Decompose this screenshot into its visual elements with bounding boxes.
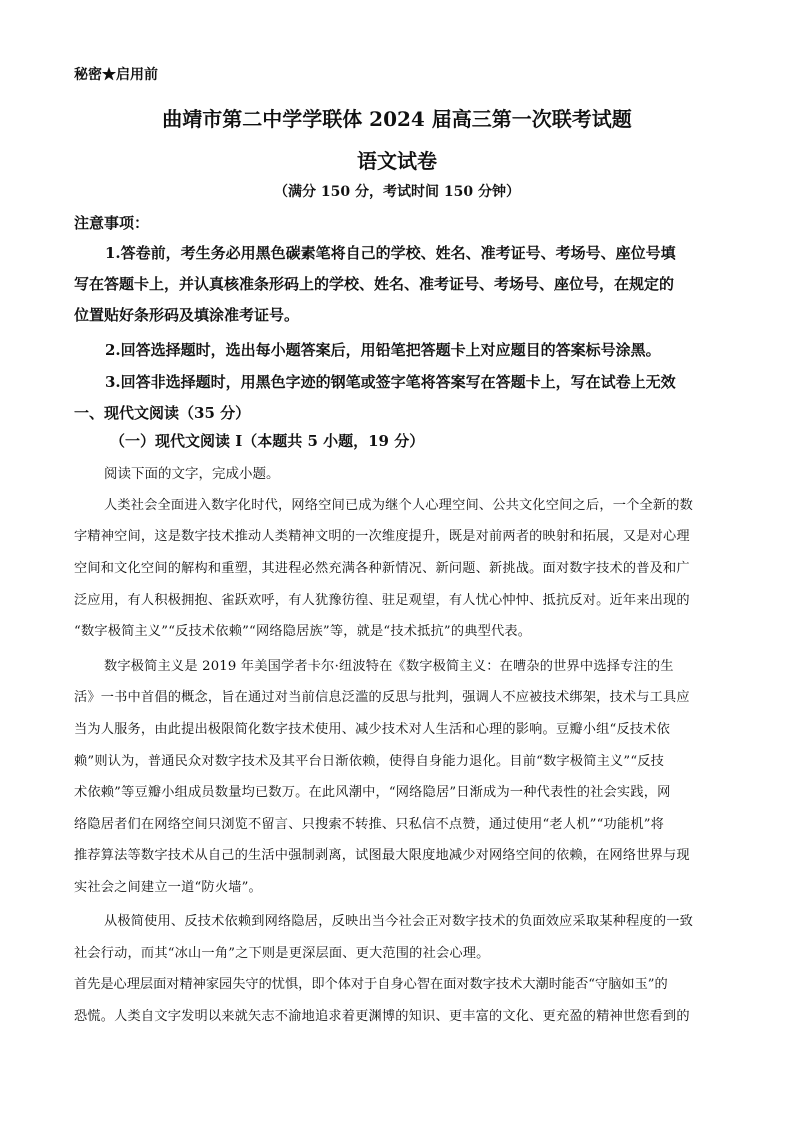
section-subtitle: （一）现代文阅读 I（本题共 5 小题，19 分） [110, 432, 425, 450]
exam-title: 曲靖市第二中学学联体 2024 届高三第一次联考试题 [162, 107, 632, 131]
passage-line: 字精神空间，这是数字技术推动人类精神文明的一次维度提升，既是对前两者的映射和拓展，又是对心理 [74, 529, 690, 544]
notice-line: 位置贴好条形码及填涂准考证号。 [74, 306, 300, 324]
passage-line: 推荐算法等数字技术从自己的生活中强制剥离，试图最大限度地减少对网络空间的依赖，在网络世界与现 [74, 848, 690, 863]
passage-line: 术依赖”等豆瓣小组成员数量均已数万。在此风潮中，“网络隐居”日渐成为一种代表性的社会实践，网 [74, 785, 671, 800]
passage-line: 数字极简主义是 2019 年美国学者卡尔·纽波特在《数字极简主义：在嘈杂的世界中选择专注的生 [104, 659, 674, 674]
score-info: （满分 150 分，考试时间 150 分钟） [274, 184, 520, 200]
passage-line: 当为人服务，由此提出极限简化数字技术使用、减少技术对人生活和心理的影响。豆瓣小组“反技术依 [74, 722, 670, 737]
passage-line: 实社会之间建立一道“防火墙”。 [74, 880, 262, 895]
notice-line: 3.回答非选择题时，用黑色字迹的钢笔或签字笔将答案写在答题卡上，写在试卷上无效 [105, 373, 676, 391]
passage-line: 首先是心理层面对精神家园失守的忧惧，即个体对于自身心智在面对数字技术大潮时能否“守脑如玉”的 [74, 977, 668, 992]
passage-line: “数字极简主义”“反技术依赖”“网络隐居族”等，就是“技术抵抗”的典型代表。 [74, 624, 532, 639]
passage-line: 空间和文化空间的解构和重塑，其进程必然充满各种新情况、新问题、新挑战。面对数字技术的普及和广 [74, 561, 690, 576]
passage-line: 从极简使用、反技术依赖到网络隐居，反映出当今社会正对数字技术的负面效应采取某种程度的一致 [104, 914, 694, 929]
section-title: 一、现代文阅读（35 分） [74, 404, 251, 422]
passage-line: 恐慌。人类自文字发明以来就矢志不渝地追求着更渊博的知识、更丰富的文化、更充盈的精神世您看到的 [74, 1009, 690, 1024]
passage-line: 社会行动，而其“冰山一角”之下则是更深层面、更大范围的社会心理。 [74, 946, 490, 961]
passage-line: 络隐居者们在网络空间只浏览不留言、只搜索不转推、只私信不点赞，通过使用“老人机”“功能机”将 [74, 817, 665, 832]
notice-line: 2.回答选择题时，选出每小题答案后，用铅笔把答题卡上对应题目的答案标号涂黑。 [105, 341, 661, 359]
passage-line: 泛应用，有人积极拥抱、雀跃欢呼，有人犹豫彷徨、驻足观望，有人忧心忡忡、抵抗反对。近年来出现的 [74, 593, 690, 608]
passage-line: 人类社会全面进入数字化时代，网络空间已成为继个人心理空间、公共文化空间之后，一个全新的数 [104, 498, 694, 513]
notice-line: 写在答题卡上，并认真核准条形码上的学校、姓名、准考证号、考场号、座位号，在规定的 [74, 275, 675, 293]
notice-heading: 注意事项： [74, 214, 150, 232]
passage-line: 活》一书中首倡的概念，旨在通过对当前信息泛滥的反思与批判，强调人不应被技术绑架，技术与工具应 [74, 690, 690, 705]
confidential-label: 秘密★启用前 [74, 67, 158, 83]
notice-line: 1.答卷前，考生务必用黑色碳素笔将自己的学校、姓名、准考证号、考场号、座位号填 [105, 244, 676, 262]
exam-subtitle: 语文试卷 [357, 149, 437, 173]
passage-line: 赖”则认为，普通民众对数字技术及其平台日渐依赖，使得自身能力退化。目前“数字极简主义”“反技 [74, 754, 665, 769]
reading-instruction: 阅读下面的文字，完成小题。 [104, 466, 280, 482]
